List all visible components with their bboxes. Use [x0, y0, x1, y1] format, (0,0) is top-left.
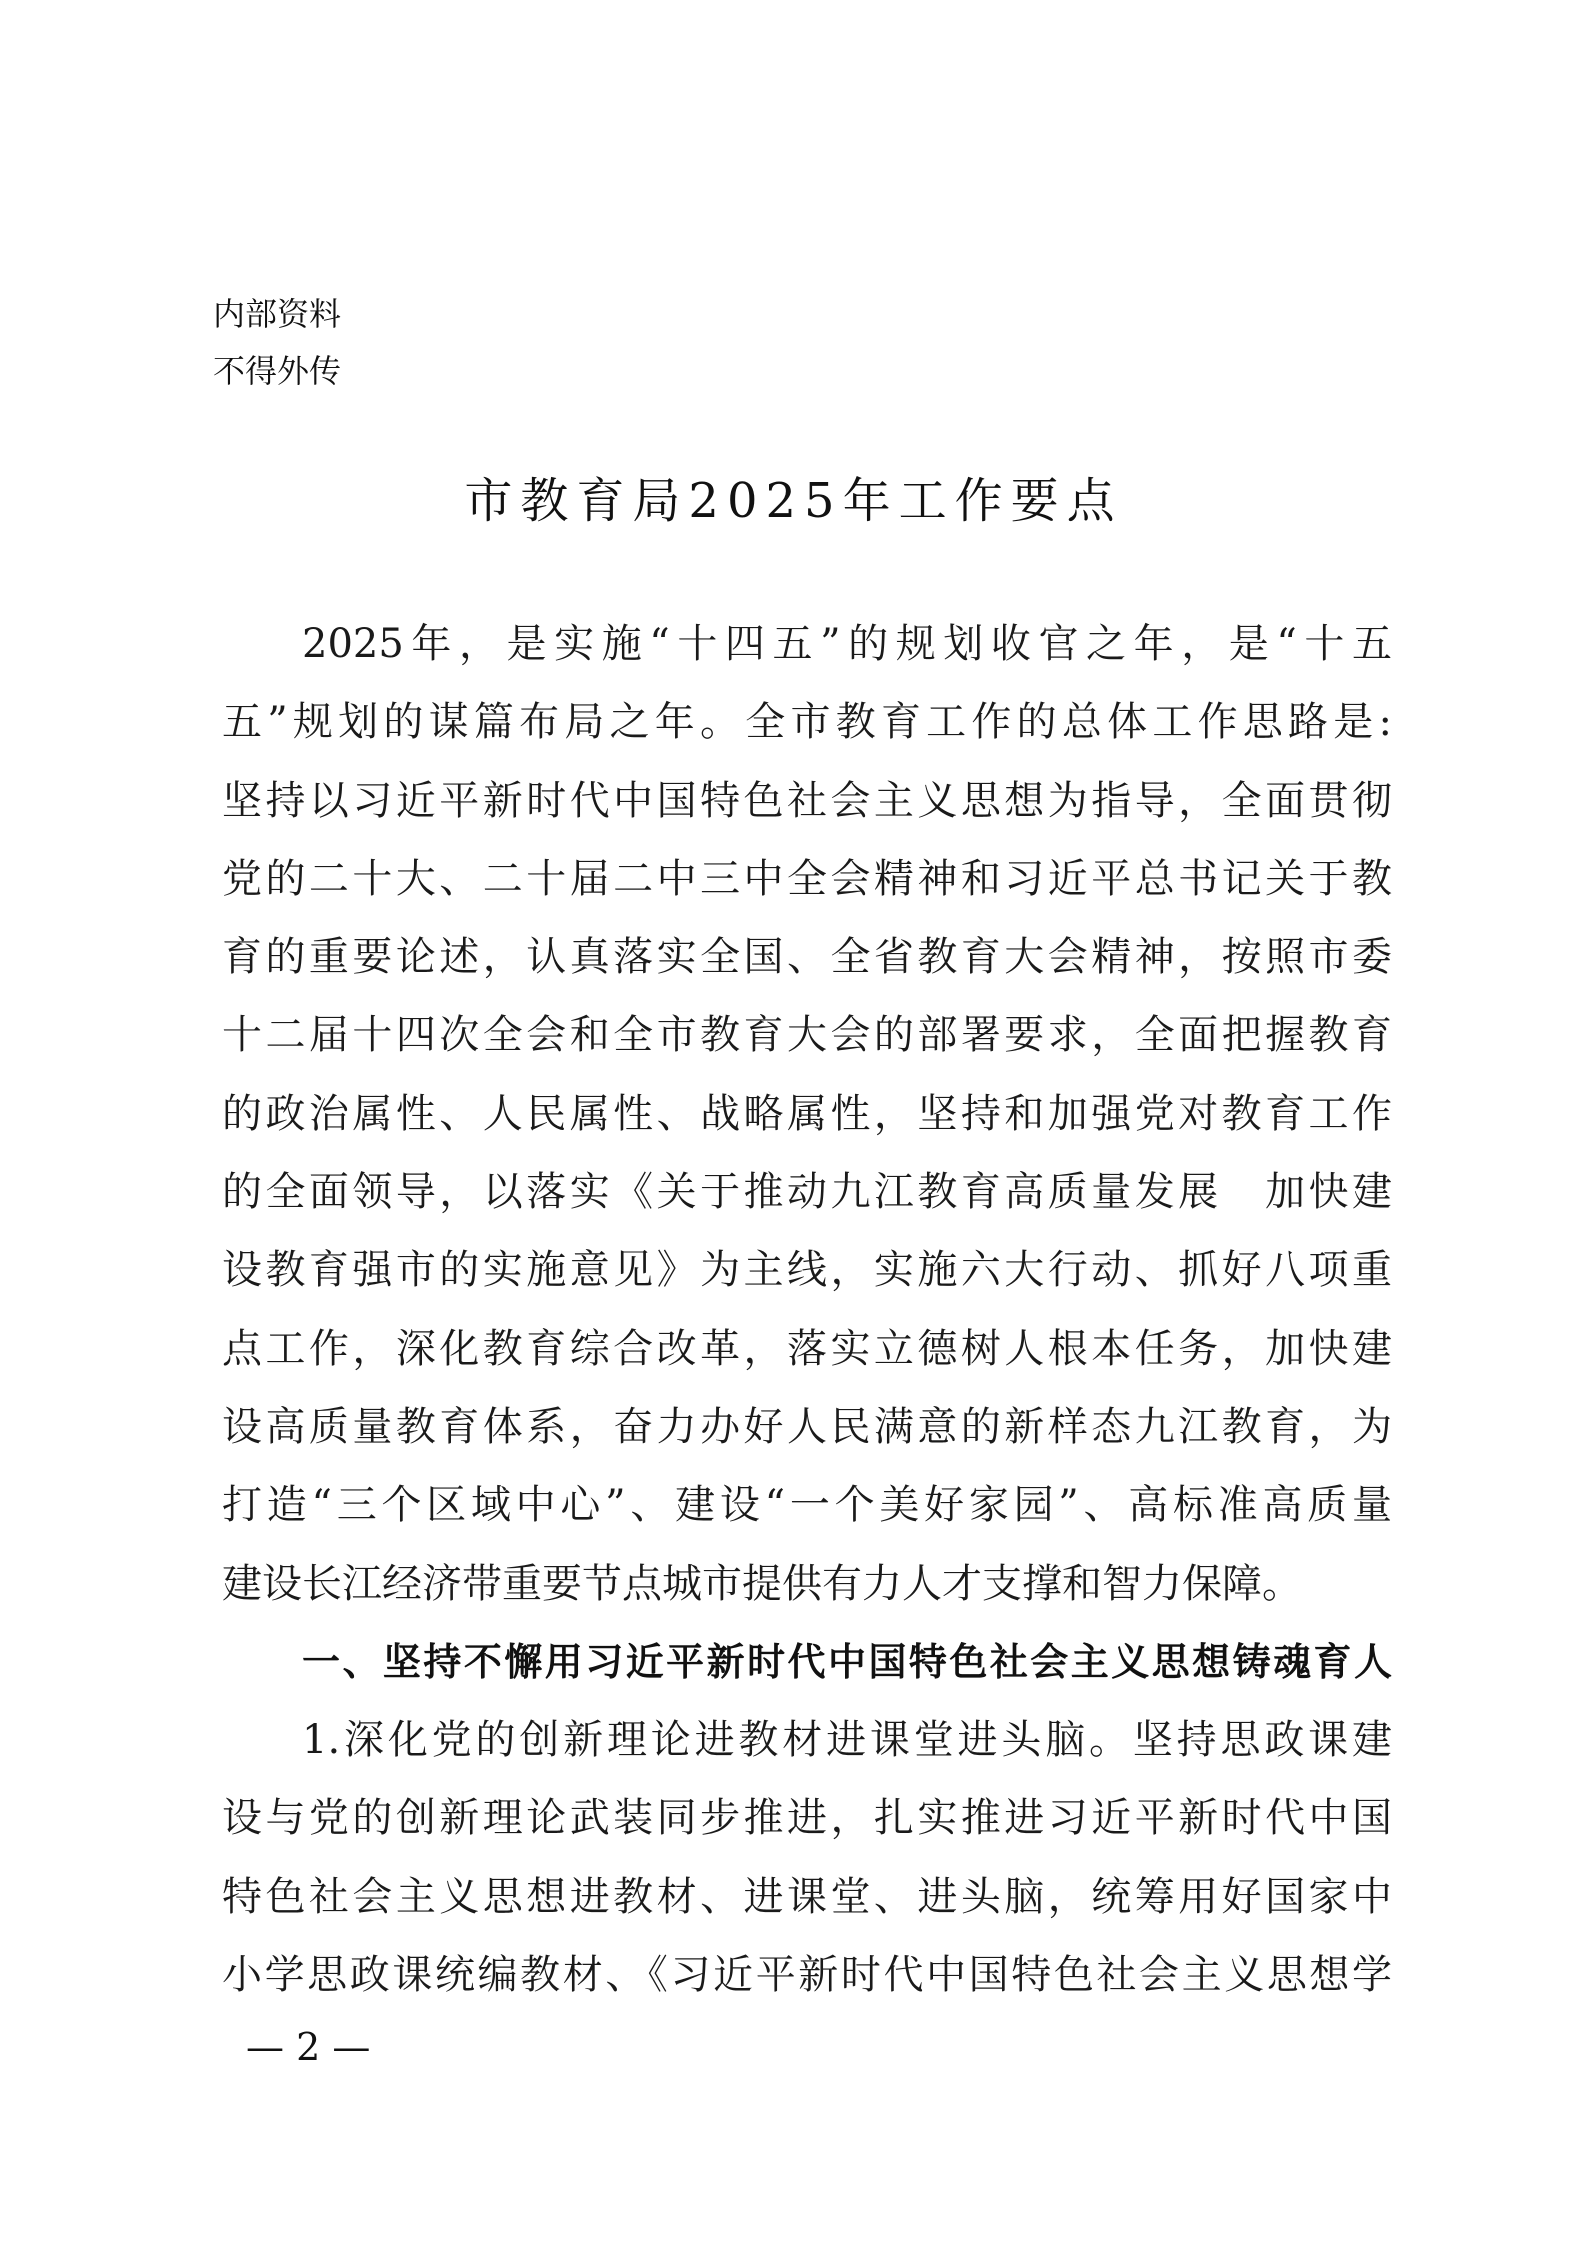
- notice-line-no-distribution: 不得外传: [213, 352, 342, 390]
- document-body: [222, 605, 1392, 2014]
- body-line: 的政治属性、人民属性、战略属性，坚持和加强党对教育工作: [222, 1090, 1392, 1137]
- confidentiality-notice: [213, 286, 341, 400]
- document-title: 市教育局2025年工作要点: [464, 473, 1123, 529]
- body-line: 十二届十四次全会和全市教育大会的部署要求，全面把握教育: [222, 1012, 1392, 1059]
- body-line: 设与党的创新理论武装同步推进，扎实推进习近平新时代中国: [222, 1795, 1392, 1842]
- section-heading-1: 一、坚持不懈用习近平新时代中国特色社会主义思想铸魂育人: [302, 1639, 1392, 1684]
- body-line: 的全面领导，以落实《关于推动九江教育高质量发展 加快建: [222, 1169, 1392, 1216]
- body-line: 1.深化党的创新理论进教材进课堂进头脑。坚持思政课建: [302, 1717, 1392, 1764]
- body-line: 点工作，深化教育综合改革，落实立德树人根本任务，加快建: [222, 1325, 1392, 1372]
- body-line: 2025年，是实施“十四五”的规划收官之年，是“十五: [302, 621, 1392, 667]
- body-line: 坚持以习近平新时代中国特色社会主义思想为指导，全面贯彻: [222, 777, 1392, 824]
- page-number: — 2 —: [246, 2025, 371, 2069]
- body-line: 打造“三个区域中心”、建设“一个美好家园”、高标准高质量: [222, 1482, 1392, 1529]
- body-line: 小学思政课统编教材、《习近平新时代中国特色社会主义思想学: [222, 1952, 1392, 1999]
- body-line: 建设长江经济带重要节点城市提供有力人才支撑和智力保障。: [222, 1560, 1302, 1607]
- notice-line-internal: 内部资料: [213, 295, 342, 333]
- body-line: 特色社会主义思想进教材、进课堂、进头脑，统筹用好国家中: [222, 1873, 1392, 1920]
- body-line: 五”规划的谋篇布局之年。全市教育工作的总体工作思路是:: [222, 699, 1392, 746]
- body-line: 育的重要论述，认真落实全国、全省教育大会精神，按照市委: [222, 934, 1392, 981]
- body-line: 设教育强市的实施意见》为主线，实施六大行动、抓好八项重: [222, 1247, 1392, 1294]
- body-line: 党的二十大、二十届二中三中全会精神和习近平总书记关于教: [222, 855, 1392, 902]
- body-line: 设高质量教育体系，奋力办好人民满意的新样态九江教育，为: [222, 1403, 1392, 1450]
